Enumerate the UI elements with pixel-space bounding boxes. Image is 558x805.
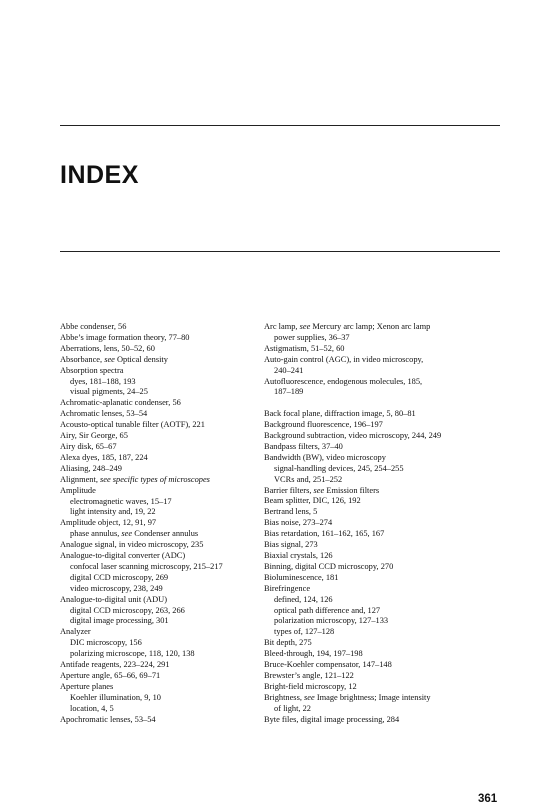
index-entry — [264, 442, 500, 453]
index-entry — [264, 420, 500, 431]
entry-text: Bertrand lens, 5 — [264, 507, 318, 517]
entry-text: Autofluorescence, endogenous molecules, 185, — [264, 376, 423, 386]
index-subentry — [60, 573, 275, 584]
index-entry — [60, 344, 275, 355]
entry-text: of light, 22 — [274, 703, 311, 713]
index-entry — [264, 496, 500, 507]
entry-ref-text: Image brightness; Image intensity — [314, 692, 431, 702]
entry-text: Bandwidth (BW), video microscopy — [264, 452, 386, 462]
entry-text: Airy, Sir George, 65 — [60, 431, 128, 441]
index-subentry — [264, 464, 500, 475]
entry-text: signal-handling devices, 245, 254–255 — [274, 463, 404, 473]
entry-text: Brewster’s angle, 121–122 — [264, 670, 354, 680]
page-number: 361 — [478, 793, 498, 805]
entry-text: digital CCD microscopy, 269 — [70, 572, 169, 582]
entry-text: DIC microscopy, 156 — [70, 638, 142, 648]
index-entry — [264, 693, 500, 704]
entry-text: Apochromatic lenses, 53–54 — [60, 714, 156, 724]
index-subentry — [264, 366, 500, 377]
entry-text: light intensity and, 19, 22 — [70, 507, 156, 517]
index-entry — [60, 660, 275, 671]
entry-text: Acousto-optical tunable filter (AOTF), 221 — [60, 420, 205, 430]
index-entry — [264, 562, 500, 573]
entry-text: Bias noise, 273–274 — [264, 518, 333, 528]
entry-ref-text: Optical density — [114, 354, 168, 364]
entry-text: Aperture angle, 65–66, 69–71 — [60, 671, 161, 680]
index-subentry — [264, 387, 500, 398]
index-entry — [60, 398, 275, 409]
index-subentry — [60, 693, 275, 704]
index-subentry — [60, 616, 275, 627]
index-subentry — [60, 497, 275, 508]
index-subentry — [60, 704, 275, 715]
entry-text: Antifade reagents, 223–224, 291 — [60, 660, 170, 670]
entry-text: dyes, 181–188, 193 — [70, 376, 136, 386]
entry-text: Analogue-to-digital unit (ADU) — [60, 594, 167, 604]
index-entry — [264, 377, 500, 388]
entry-text: Arc lamp, — [264, 322, 300, 331]
index-subentry — [60, 584, 275, 595]
index-entry — [60, 595, 275, 606]
index-subentry — [60, 638, 275, 649]
entry-text: digital image processing, 301 — [70, 616, 169, 626]
entry-text: Amplitude object, 12, 91, 97 — [60, 518, 157, 528]
entry-text: location, 4, 5 — [70, 703, 114, 713]
index-spacer — [264, 398, 500, 409]
bottom-rule — [60, 251, 500, 252]
entry-italic-ref: see specific types of microscopes — [100, 474, 210, 484]
entry-text: polarizing microscope, 118, 120, 138 — [70, 649, 195, 659]
entry-text: Background fluorescence, 196–197 — [264, 420, 383, 430]
index-entry — [60, 453, 275, 464]
index-entry — [264, 344, 500, 355]
index-entry — [264, 518, 500, 529]
entry-ref-text: Condenser annulus — [132, 529, 199, 539]
index-entry — [264, 540, 500, 551]
entry-italic-ref: see — [304, 692, 315, 702]
entry-text: Bright-field microscopy, 12 — [264, 681, 357, 691]
index-entry — [60, 322, 275, 333]
index-entry — [264, 584, 500, 595]
index-subentry — [60, 649, 275, 660]
index-entry — [264, 486, 500, 497]
entry-text: 187–189 — [274, 387, 304, 397]
entry-text: Amplitude — [60, 485, 96, 495]
entry-text: polarization microscopy, 127–133 — [274, 616, 389, 626]
entry-text: Aliasing, 248–249 — [60, 463, 122, 473]
entry-text: Abbe’s image formation theory, 77–80 — [60, 332, 190, 342]
entry-text: Byte files, digital image processing, 284 — [264, 714, 400, 724]
entry-text: Achromatic lenses, 53–54 — [60, 409, 148, 419]
index-entry — [264, 409, 500, 420]
entry-italic-ref: see — [299, 322, 311, 331]
index-subentry — [264, 595, 500, 606]
entry-ref-text: Emission filters — [324, 485, 380, 495]
entry-text: defined, 124, 126 — [274, 594, 333, 604]
entry-text: Analyzer — [60, 627, 91, 637]
index-entry — [60, 355, 275, 366]
index-entry — [264, 638, 500, 649]
entry-text: Alignment, — [60, 474, 101, 484]
index-subentry — [60, 562, 275, 573]
index-entry — [264, 660, 500, 671]
entry-text: Aperture planes — [60, 681, 114, 691]
index-subentry — [60, 507, 275, 518]
index-entry — [60, 464, 275, 475]
entry-text: 240–241 — [274, 365, 304, 375]
entry-text: Absorbance, — [60, 354, 105, 364]
entry-text: Alexa dyes, 185, 187, 224 — [60, 452, 148, 462]
index-entry — [264, 431, 500, 442]
index-entry — [60, 409, 275, 420]
entry-text: power supplies, 36–37 — [274, 332, 350, 342]
entry-text: optical path difference and, 127 — [274, 605, 381, 615]
entry-text: Background subtraction, video microscopy, 244, 249 — [264, 431, 442, 441]
index-subentry — [60, 387, 275, 398]
index-entry — [264, 453, 500, 464]
index-entry — [60, 627, 275, 638]
entry-text: Barrier filters, — [264, 485, 314, 495]
index-entry — [264, 529, 500, 540]
index-entry — [264, 355, 500, 366]
index-subentry — [264, 606, 500, 617]
entry-text: Bias signal, 273 — [264, 540, 318, 550]
entry-text: Auto-gain control (AGC), in video microscopy, — [264, 354, 424, 364]
index-entry — [264, 682, 500, 693]
page-title: INDEX — [60, 161, 139, 189]
index-entry — [264, 573, 500, 584]
index-subentry — [264, 627, 500, 638]
entry-text: visual pigments, 24–25 — [70, 387, 148, 397]
entry-text: Bit depth, 275 — [264, 638, 312, 648]
index-subentry — [264, 475, 500, 486]
entry-text: Abbe condenser, 56 — [60, 322, 127, 331]
index-entry — [60, 486, 275, 497]
entry-text: VCRs and, 251–252 — [274, 474, 343, 484]
entry-text: Bioluminescence, 181 — [264, 572, 339, 582]
index-column-left — [60, 322, 275, 726]
entry-text: Aberrations, lens, 50–52, 60 — [60, 343, 155, 353]
index-entry — [60, 551, 275, 562]
index-entry — [60, 475, 275, 486]
entry-text: Bandpass filters, 37–40 — [264, 441, 343, 451]
index-entry — [264, 551, 500, 562]
index-entry — [264, 715, 500, 726]
index-entry — [264, 322, 500, 333]
entry-text: Bleed-through, 194, 197–198 — [264, 649, 363, 659]
index-entry — [60, 518, 275, 529]
entry-ref-text: Mercury arc lamp; Xenon arc lamp — [310, 322, 431, 331]
index-entry — [264, 671, 500, 682]
index-subentry — [264, 616, 500, 627]
entry-text: Koehler illumination, 9, 10 — [70, 692, 161, 702]
entry-text: Airy disk, 65–67 — [60, 441, 117, 451]
entry-text: electromagnetic waves, 15–17 — [70, 496, 172, 506]
entry-text: phase annulus, — [70, 529, 122, 539]
entry-text: Back focal plane, diffraction image, 5, 80–81 — [264, 409, 416, 419]
entry-text: confocal laser scanning microscopy, 215–217 — [70, 561, 223, 571]
entry-italic-ref: see — [121, 529, 133, 539]
entry-text: digital CCD microscopy, 263, 266 — [70, 605, 185, 615]
entry-text: Brightness, — [264, 692, 305, 702]
index-entry — [60, 420, 275, 431]
entry-text: Astigmatism, 51–52, 60 — [264, 343, 345, 353]
entry-text: video microscopy, 238, 249 — [70, 583, 163, 593]
entry-text: Bruce-Koehler compensator, 147–148 — [264, 660, 392, 670]
entry-text: Biaxial crystals, 126 — [264, 551, 333, 561]
index-entry — [60, 715, 275, 726]
entry-text: Beam splitter, DIC, 126, 192 — [264, 496, 361, 506]
entry-italic-ref: see — [104, 354, 115, 364]
index-subentry — [264, 333, 500, 344]
entry-text: Achromatic-aplanatic condenser, 56 — [60, 398, 181, 408]
entry-text: Analogue signal, in video microscopy, 235 — [60, 540, 204, 550]
index-entry — [60, 442, 275, 453]
index-subentry — [264, 704, 500, 715]
index-entry — [60, 671, 275, 682]
index-entry — [264, 507, 500, 518]
entry-text: Analogue-to-digital converter (ADC) — [60, 551, 186, 561]
entry-text: Binning, digital CCD microscopy, 270 — [264, 561, 394, 571]
index-subentry — [60, 377, 275, 388]
top-rule — [60, 125, 500, 126]
index-entry — [60, 431, 275, 442]
index-entry — [264, 649, 500, 660]
entry-italic-ref: see — [313, 485, 325, 495]
entry-text: Bias retardation, 161–162, 165, 167 — [264, 529, 385, 539]
entry-text: types of, 127–128 — [274, 627, 335, 637]
entry-text: Birefringence — [264, 583, 311, 593]
index-entry — [60, 682, 275, 693]
index-entry — [60, 366, 275, 377]
index-subentry — [60, 529, 275, 540]
index-entry — [60, 333, 275, 344]
index-column-right — [264, 322, 500, 726]
entry-text: Absorption spectra — [60, 365, 124, 375]
index-subentry — [60, 606, 275, 617]
index-entry — [60, 540, 275, 551]
